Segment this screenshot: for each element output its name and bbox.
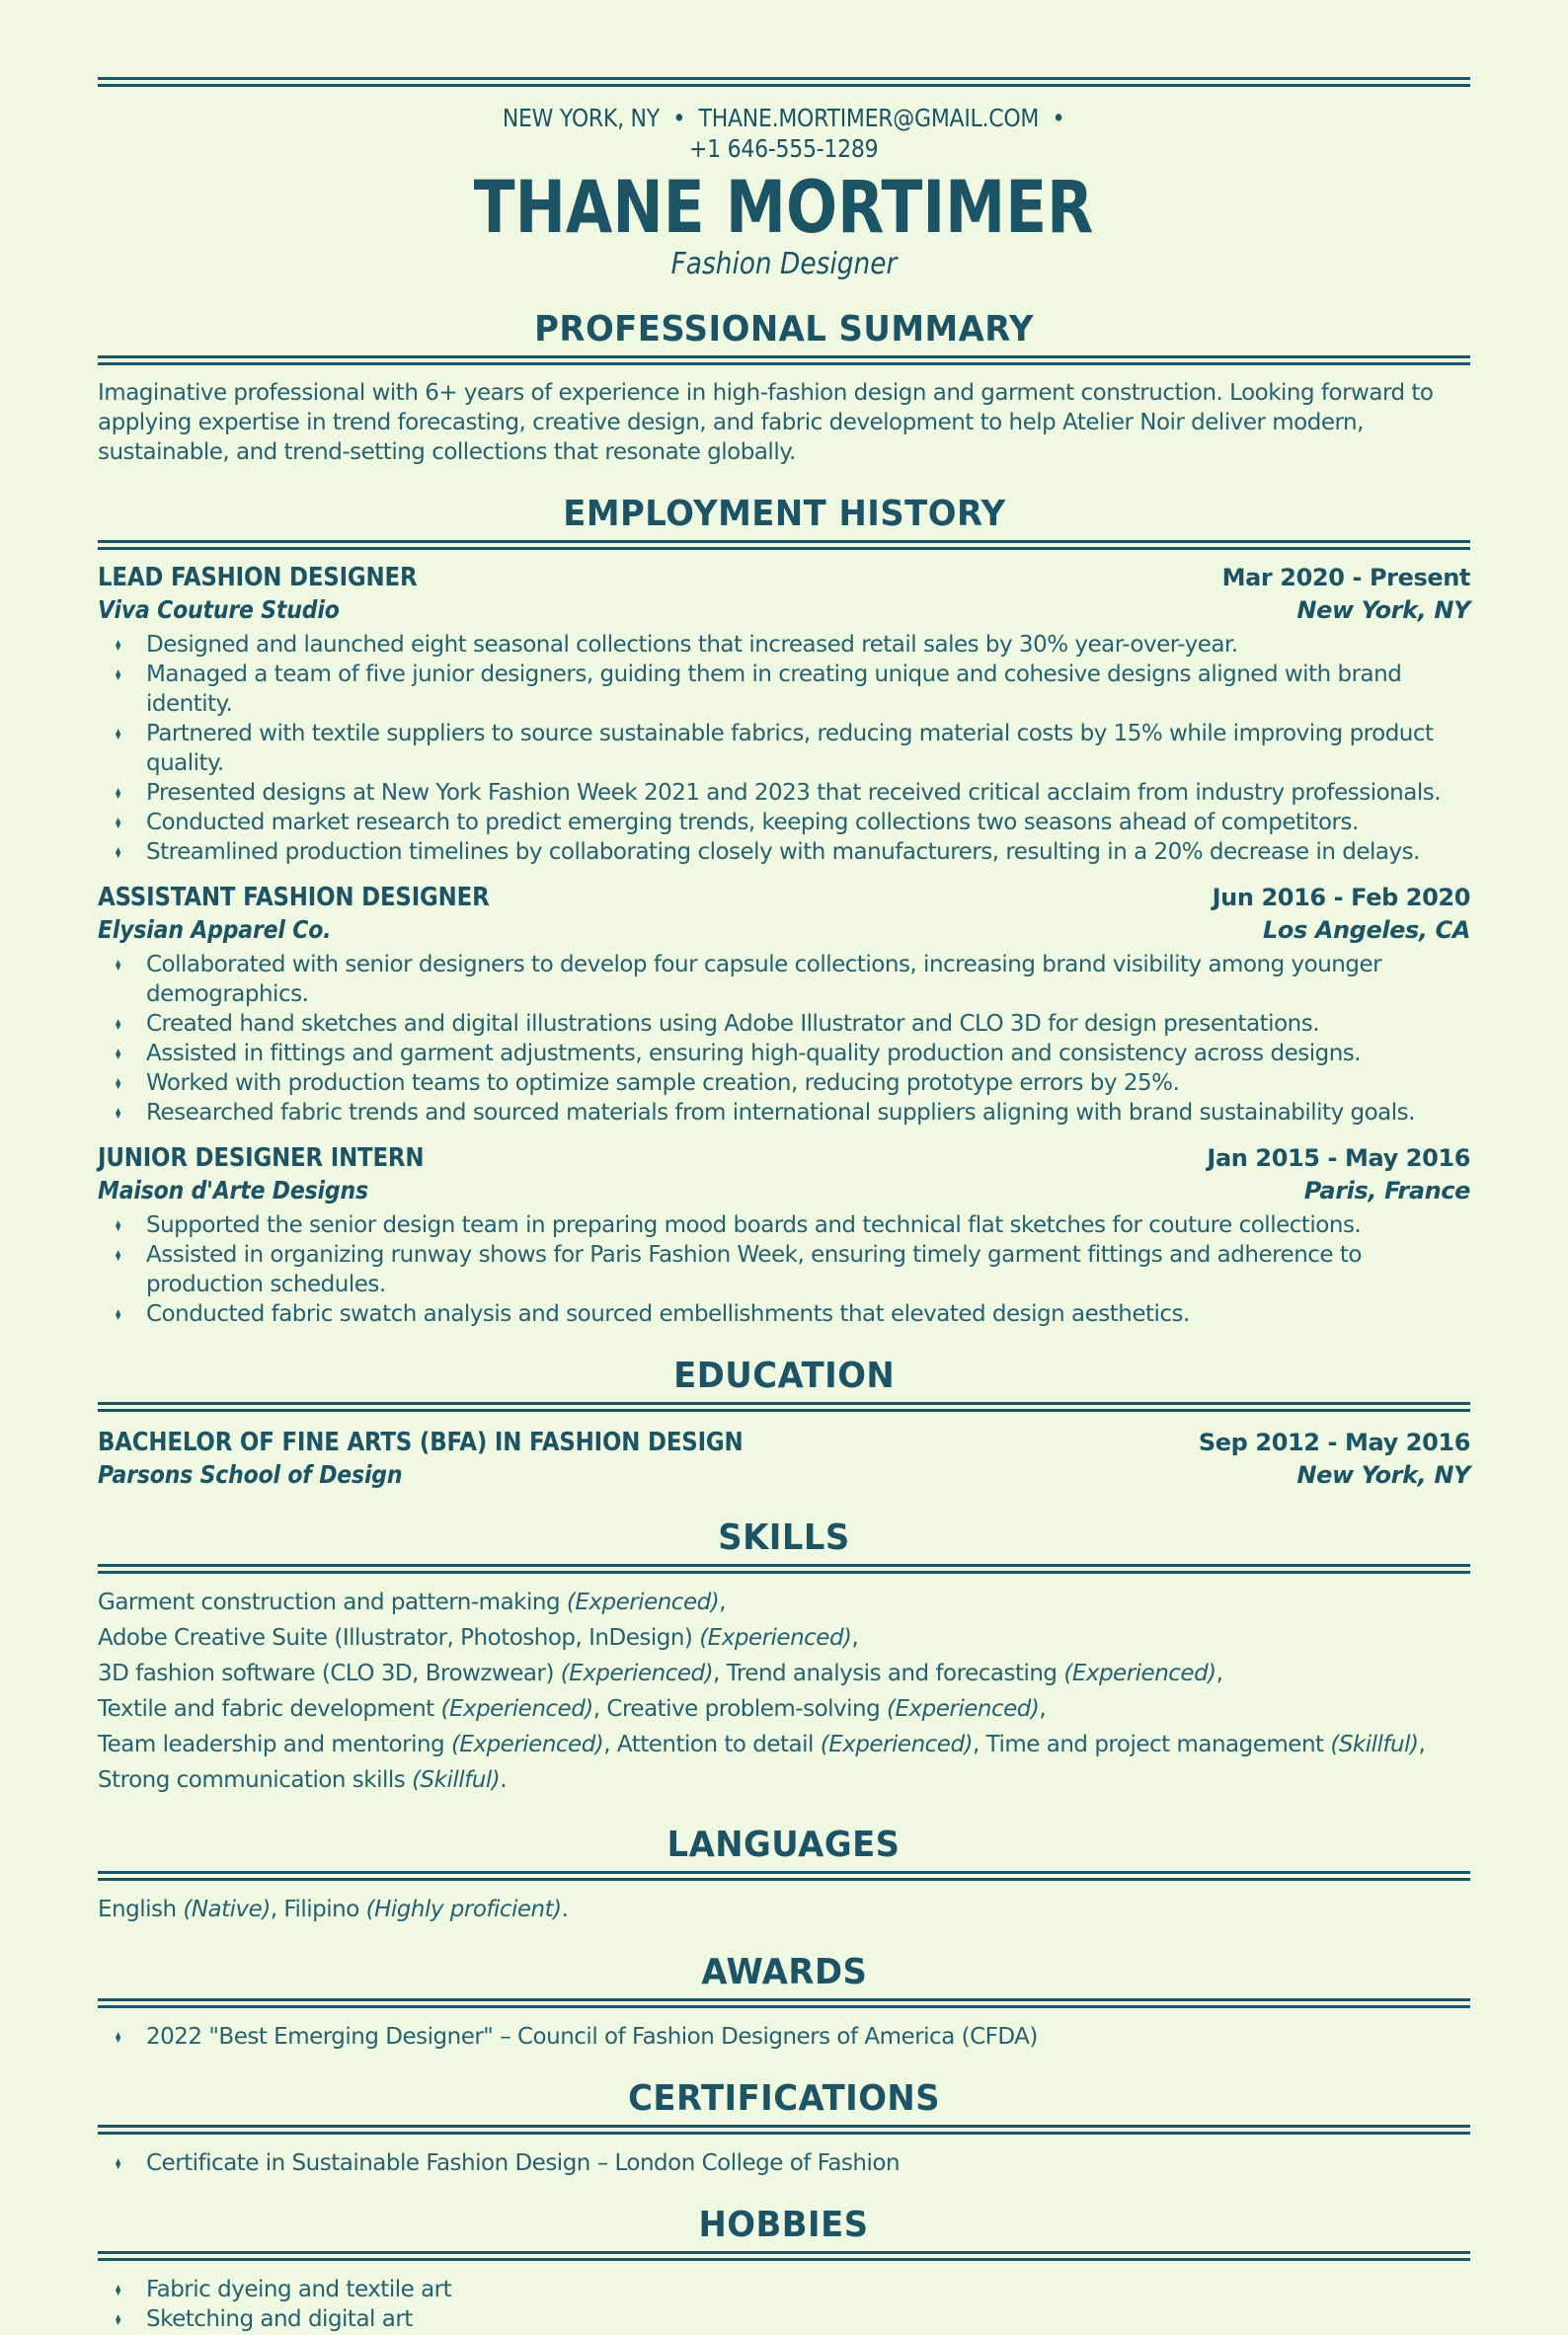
contact-line-1 xyxy=(98,103,1470,133)
bullet-text: Worked with production teams to optimize sample creation, reducing prototype errors by 25%. xyxy=(146,1070,1180,1096)
bullet-item xyxy=(98,808,1470,837)
diamond-bullet-icon: ♦ xyxy=(114,637,122,655)
bullet-text: Streamlined production timelines by collaborating closely with manufacturers, resulting in a 20% decrease in delays. xyxy=(146,839,1420,865)
skill-line: Adobe Creative Suite (Illustrator, Photoshop, InDesign) (Experienced), xyxy=(98,1625,859,1651)
bullet-text: Assisted in organizing runway shows for Paris Fashion Week, ensuring timely garment fittings and adherence to production schedules. xyxy=(146,1242,1362,1297)
section-divider xyxy=(98,1402,1470,1412)
skill-line: Strong communication skills (Skillful). xyxy=(98,1767,507,1793)
section-employment xyxy=(98,493,1470,1329)
awards-heading: AWARDS xyxy=(700,1952,867,1992)
contact-line-2 xyxy=(98,133,1470,164)
section-divider xyxy=(98,2125,1470,2135)
job-title: ASSISTANT FASHION DESIGNER xyxy=(98,883,490,912)
education-entry xyxy=(98,1427,1470,1491)
diamond-bullet-icon: ♦ xyxy=(114,1105,122,1123)
bullet-item xyxy=(98,1210,1470,1240)
education-heading: EDUCATION xyxy=(672,1356,896,1396)
employment-heading: EMPLOYMENT HISTORY xyxy=(562,494,1006,534)
job-title: LEAD FASHION DESIGNER xyxy=(98,563,418,592)
bullet-text: Sketching and digital art xyxy=(146,2306,413,2332)
diamond-bullet-icon: ♦ xyxy=(114,2029,122,2047)
bullet-item xyxy=(98,950,1470,1009)
skill-level: (Experienced) xyxy=(440,1696,593,1722)
skill-level: (Experienced) xyxy=(699,1625,852,1651)
job-company: Elysian Apparel Co. xyxy=(98,915,332,944)
bullet-text: Assisted in fittings and garment adjustments, ensuring high-quality production and consistency across designs. xyxy=(146,1041,1362,1066)
diamond-bullet-icon: ♦ xyxy=(114,2311,122,2329)
bullet-item xyxy=(98,778,1470,808)
section-skills xyxy=(98,1517,1470,1798)
summary-text: Imaginative professional with 6+ years of experience in high-fashion design and garment construction. Looking forward to applying expertise in trend forecasting, creative design, and fabric development to help Atelier Noir deliver modern, sustainable, and trend-setting collections that resonate globally. xyxy=(98,380,1434,465)
section-hobbies xyxy=(98,2204,1470,2334)
bullet-item xyxy=(98,1068,1470,1098)
diamond-bullet-icon: ♦ xyxy=(114,2282,122,2299)
section-awards xyxy=(98,1951,1470,2052)
certifications-list xyxy=(98,2148,1470,2178)
job-company: Viva Couture Studio xyxy=(98,595,340,624)
skill-line: Textile and fabric development (Experienced), Creative problem-solving (Experienced), xyxy=(98,1696,1047,1722)
bullet-text: Collaborated with senior designers to develop four capsule collections, increasing brand visibility among younger demographics. xyxy=(146,952,1382,1007)
bullet-item xyxy=(98,2022,1470,2052)
diamond-bullet-icon: ♦ xyxy=(114,785,122,803)
skill-level: (Skillful) xyxy=(412,1767,501,1793)
skill-level: (Native) xyxy=(183,1897,271,1922)
awards-list xyxy=(98,2022,1470,2052)
bullet-item xyxy=(98,1240,1470,1299)
bullet-text: Supported the senior design team in preparing mood boards and technical flat sketches for couture collections. xyxy=(146,1212,1362,1238)
bullet-text: Presented designs at New York Fashion Week 2021 and 2023 that received critical acclaim from industry professionals. xyxy=(146,780,1442,806)
skill-level: (Experienced) xyxy=(560,1661,714,1686)
bullet-text: Managed a team of five junior designers, guiding them in creating unique and cohesive designs aligned with brand identity. xyxy=(146,662,1402,717)
bullet-text: Fabric dyeing and textile art xyxy=(146,2277,452,2302)
job-dates: Jan 2015 - May 2016 xyxy=(1207,1144,1470,1172)
job-location: Los Angeles, CA xyxy=(1263,916,1470,944)
languages-line: English (Native), Filipino (Highly proficient). xyxy=(98,1897,569,1922)
job-company: Maison d'Arte Designs xyxy=(98,1176,368,1205)
bullet-text: Conducted market research to predict emerging trends, keeping collections two seasons ahead of competitors. xyxy=(146,810,1359,835)
skill-level: (Skillful) xyxy=(1330,1732,1419,1757)
skill-level: (Highly proficient) xyxy=(365,1897,562,1922)
resume-content xyxy=(98,0,1470,2334)
job-bullets xyxy=(98,1210,1470,1329)
diamond-bullet-icon: ♦ xyxy=(114,1217,122,1235)
skill-level: (Experienced) xyxy=(887,1696,1040,1722)
bullet-text: Researched fabric trends and sourced materials from international suppliers aligning with brand sustainability goals. xyxy=(146,1100,1415,1126)
job-entry xyxy=(98,562,1470,867)
job-dates: Mar 2020 - Present xyxy=(1221,564,1470,591)
section-divider xyxy=(98,1871,1470,1881)
candidate-name: THANE MORTIMER xyxy=(474,166,1094,250)
job-entry xyxy=(98,1142,1470,1329)
jobs-container xyxy=(98,562,1470,1329)
job-location: New York, NY xyxy=(1296,596,1470,624)
contact-line-2-text: +1 646-555-1289 xyxy=(689,134,879,163)
education-degree: BACHELOR OF FINE ARTS (BFA) IN FASHION DESIGN xyxy=(98,1428,744,1457)
job-dates: Jun 2016 - Feb 2020 xyxy=(1212,884,1470,911)
section-languages xyxy=(98,1824,1470,1925)
section-divider xyxy=(98,1998,1470,2008)
job-bullets xyxy=(98,630,1470,867)
diamond-bullet-icon: ♦ xyxy=(114,844,122,862)
job-title: JUNIOR DESIGNER INTERN xyxy=(98,1143,425,1173)
bullet-text: Certificate in Sustainable Fashion Design – London College of Fashion xyxy=(146,2150,901,2176)
job-location: Paris, France xyxy=(1303,1177,1470,1205)
bullet-text: Created hand sketches and digital illustrations using Adobe Illustrator and CLO 3D for design presentations. xyxy=(146,1011,1320,1037)
certifications-heading: CERTIFICATIONS xyxy=(628,2078,940,2119)
bullet-item xyxy=(98,630,1470,660)
section-certifications xyxy=(98,2077,1470,2178)
bullet-text: Designed and launched eight seasonal collections that increased retail sales by 30% year-over-year. xyxy=(146,632,1238,658)
skill-line: Garment construction and pattern-making (Experienced), xyxy=(98,1590,726,1615)
job-entry xyxy=(98,882,1470,1128)
section-education xyxy=(98,1355,1470,1491)
education-dates: Sep 2012 - May 2016 xyxy=(1198,1429,1470,1456)
bullet-item xyxy=(98,837,1470,867)
skills-heading: SKILLS xyxy=(718,1518,850,1558)
skill-level: (Experienced) xyxy=(566,1590,720,1615)
skill-level: (Experienced) xyxy=(1063,1661,1216,1686)
top-divider xyxy=(98,77,1470,87)
bullet-text: 2022 "Best Emerging Designer" – Council of Fashion Designers of America (CFDA) xyxy=(146,2024,1038,2050)
diamond-bullet-icon: ♦ xyxy=(114,1016,122,1034)
diamond-bullet-icon: ♦ xyxy=(114,815,122,832)
bullet-item xyxy=(98,1098,1470,1128)
bullet-item xyxy=(98,1009,1470,1039)
diamond-bullet-icon: ♦ xyxy=(114,1046,122,1063)
diamond-bullet-icon: ♦ xyxy=(114,1075,122,1093)
bullet-item xyxy=(98,660,1470,719)
candidate-title: Fashion Designer xyxy=(670,247,898,281)
diamond-bullet-icon: ♦ xyxy=(114,2155,122,2173)
bullet-item xyxy=(98,1299,1470,1329)
bullet-item xyxy=(98,719,1470,778)
skill-level: (Experienced) xyxy=(820,1732,974,1757)
bullet-item xyxy=(98,2275,1470,2304)
section-divider xyxy=(98,355,1470,365)
skills-lines xyxy=(98,1585,1470,1798)
section-divider xyxy=(98,540,1470,550)
bullet-item xyxy=(98,2304,1470,2334)
skill-level: (Experienced) xyxy=(450,1732,604,1757)
hobbies-heading: HOBBIES xyxy=(698,2205,870,2245)
contact-line-1-text: NEW YORK, NY • THANE.MORTIMER@GMAIL.COM • xyxy=(503,104,1065,132)
section-divider xyxy=(98,1564,1470,1574)
section-divider xyxy=(98,2251,1470,2261)
diamond-bullet-icon: ♦ xyxy=(114,957,122,974)
diamond-bullet-icon: ♦ xyxy=(114,1247,122,1265)
hobbies-list xyxy=(98,2275,1470,2334)
bullet-item xyxy=(98,1039,1470,1068)
summary-heading: PROFESSIONAL SUMMARY xyxy=(534,309,1034,350)
diamond-bullet-icon: ♦ xyxy=(114,666,122,684)
diamond-bullet-icon: ♦ xyxy=(114,726,122,743)
skill-line: 3D fashion software (CLO 3D, Browzwear) (Experienced), Trend analysis and forecasting (Experienced), xyxy=(98,1661,1223,1686)
education-school: Parsons School of Design xyxy=(98,1460,403,1489)
section-summary xyxy=(98,308,1470,467)
skill-line: Team leadership and mentoring (Experienced), Attention to detail (Experienced), Time and project management (Skillful), xyxy=(98,1732,1426,1757)
languages-heading: LANGUAGES xyxy=(667,1825,901,1865)
education-location: New York, NY xyxy=(1296,1461,1470,1489)
diamond-bullet-icon: ♦ xyxy=(114,1306,122,1324)
bullet-text: Partnered with textile suppliers to source sustainable fabrics, reducing material costs by 15% while improving product quality. xyxy=(146,721,1434,776)
job-bullets xyxy=(98,950,1470,1128)
bullet-text: Conducted fabric swatch analysis and sourced embellishments that elevated design aesthetics. xyxy=(146,1301,1190,1327)
bullet-item xyxy=(98,2148,1470,2178)
